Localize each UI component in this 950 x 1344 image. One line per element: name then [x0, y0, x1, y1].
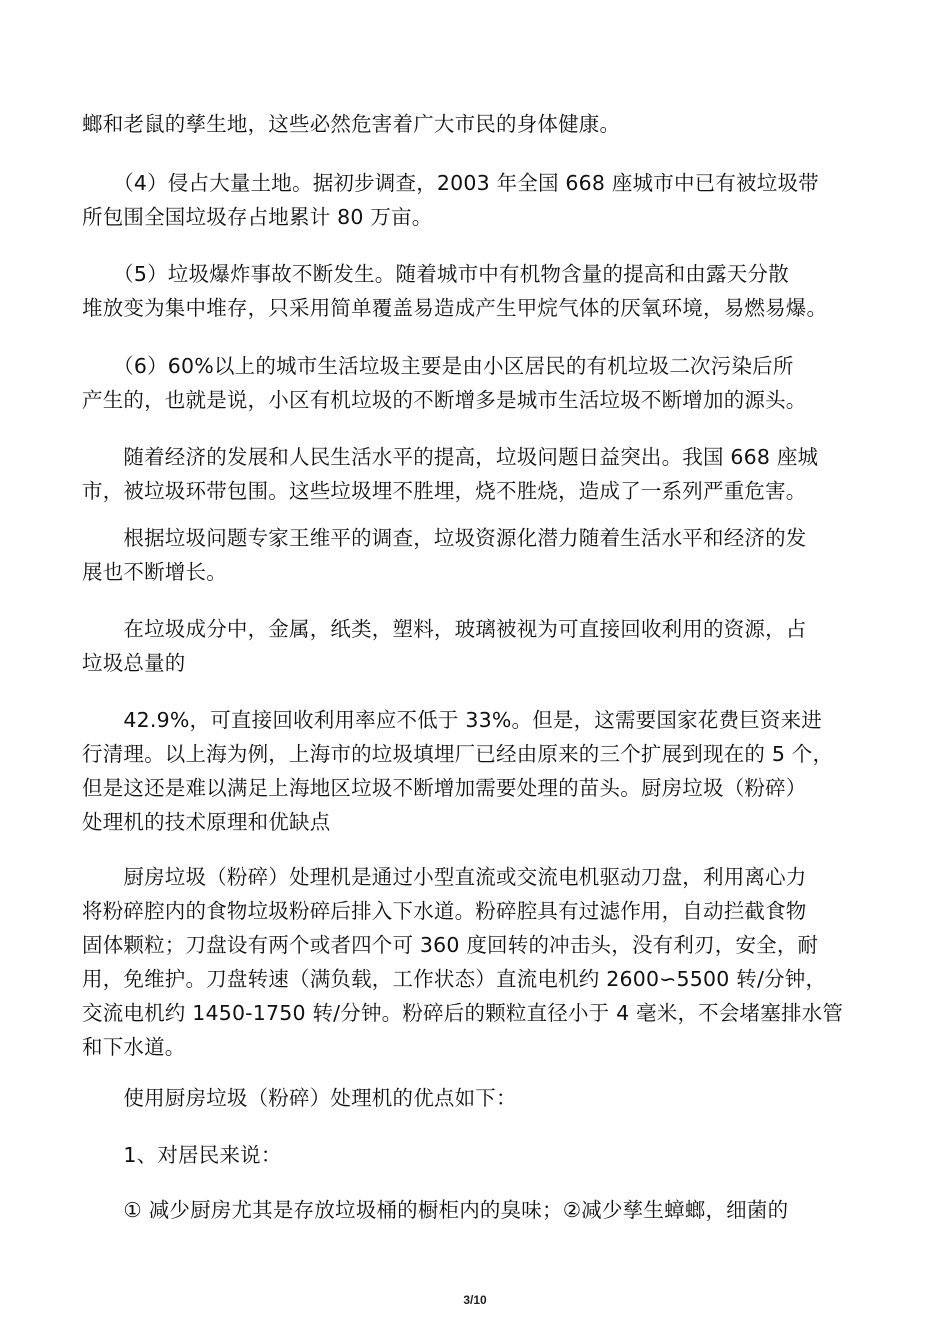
text-line: 用，免维护。刀盘转速（满负载，工作状态）直流电机约 2600∽5500 转/分钟，	[82, 967, 827, 991]
text-line: 螂和老鼠的孳生地，这些必然危害着广大市民的身体健康。	[82, 112, 621, 136]
text-line: ① 减少厨房尤其是存放垃圾桶的橱柜内的臭味；②减少孳生蟑螂，细菌的	[82, 1198, 789, 1222]
text-line: 使用厨房垃圾（粉碎）处理机的优点如下：	[82, 1086, 517, 1110]
text-line: 根据垃圾问题专家王维平的调查，垃圾资源化潜力随着生活水平和经济的发	[82, 526, 807, 550]
paragraph	[82, 440, 872, 508]
paragraph	[82, 166, 872, 234]
text-line: 将粉碎腔内的食物垃圾粉碎后排入下水道。粉碎腔具有过滤作用，自动拦截食物	[82, 899, 807, 923]
text-line: 固体颗粒；刀盘设有两个或者四个可 360 度回转的冲击头，没有利刃，安全，耐	[82, 933, 819, 957]
text-line: 厨房垃圾（粉碎）处理机是通过小型直流或交流电机驱动刀盘，利用离心力	[82, 865, 807, 889]
paragraph	[82, 1081, 872, 1115]
paragraph	[82, 349, 872, 417]
text-line: 随着经济的发展和人民生活水平的提高，垃圾问题日益突出。我国 668 座城	[82, 445, 819, 469]
text-line: 和下水道。	[82, 1035, 186, 1059]
text-line: （6）60%以上的城市生活垃圾主要是由小区居民的有机垃圾二次污染后所	[82, 354, 794, 378]
text-line: 行清理。以上海为例，上海市的垃圾填埋厂已经由原来的三个扩展到现在的 5 个，	[82, 742, 834, 766]
text-line: 但是这还是难以满足上海地区垃圾不断增加需要处理的苗头。厨房垃圾（粉碎）	[82, 776, 807, 800]
paragraph	[82, 612, 872, 680]
text-line: （4）侵占大量土地。据初步调查，2003 年全国 668 座城市中已有被垃圾带	[82, 171, 819, 195]
paragraph	[82, 860, 872, 1064]
text-line: 产生的，也就是说，小区有机垃圾的不断增多是城市生活垃圾不断增加的源头。	[82, 388, 807, 412]
text-line: 在垃圾成分中，金属，纸类，塑料，玻璃被视为可直接回收利用的资源，占	[82, 617, 807, 641]
text-line: 42.9%，可直接回收利用率应不低于 33%。但是，这需要国家花费巨资来进	[82, 708, 823, 732]
page-number: 3/10	[463, 1293, 487, 1307]
paragraph	[82, 257, 872, 325]
text-line: 市，被垃圾环带包围。这些垃圾埋不胜埋，烧不胜烧，造成了一系列严重危害。	[82, 479, 807, 503]
paragraph	[82, 1138, 872, 1172]
text-line: 垃圾总量的	[82, 651, 186, 675]
text-line: 交流电机约 1450-1750 转/分钟。粉碎后的颗粒直径小于 4 毫米，不会堵塞排水管	[82, 1001, 844, 1025]
paragraph	[82, 521, 872, 589]
paragraph	[82, 1193, 872, 1227]
paragraph	[82, 107, 872, 141]
text-line: 堆放变为集中堆存，只采用简单覆盖易造成产生甲烷气体的厌氧环境，易燃易爆。	[82, 296, 828, 320]
text-line: 所包围全国垃圾存占地累计 80 万亩。	[82, 205, 433, 229]
text-line: 1、对居民来说：	[82, 1143, 282, 1167]
text-line: （5）垃圾爆炸事故不断发生。随着城市中有机物含量的提高和由露天分散	[82, 262, 789, 286]
paragraph	[82, 703, 872, 839]
text-line: 处理机的技术原理和优缺点	[82, 810, 331, 834]
text-line: 展也不断增长。	[82, 560, 227, 584]
